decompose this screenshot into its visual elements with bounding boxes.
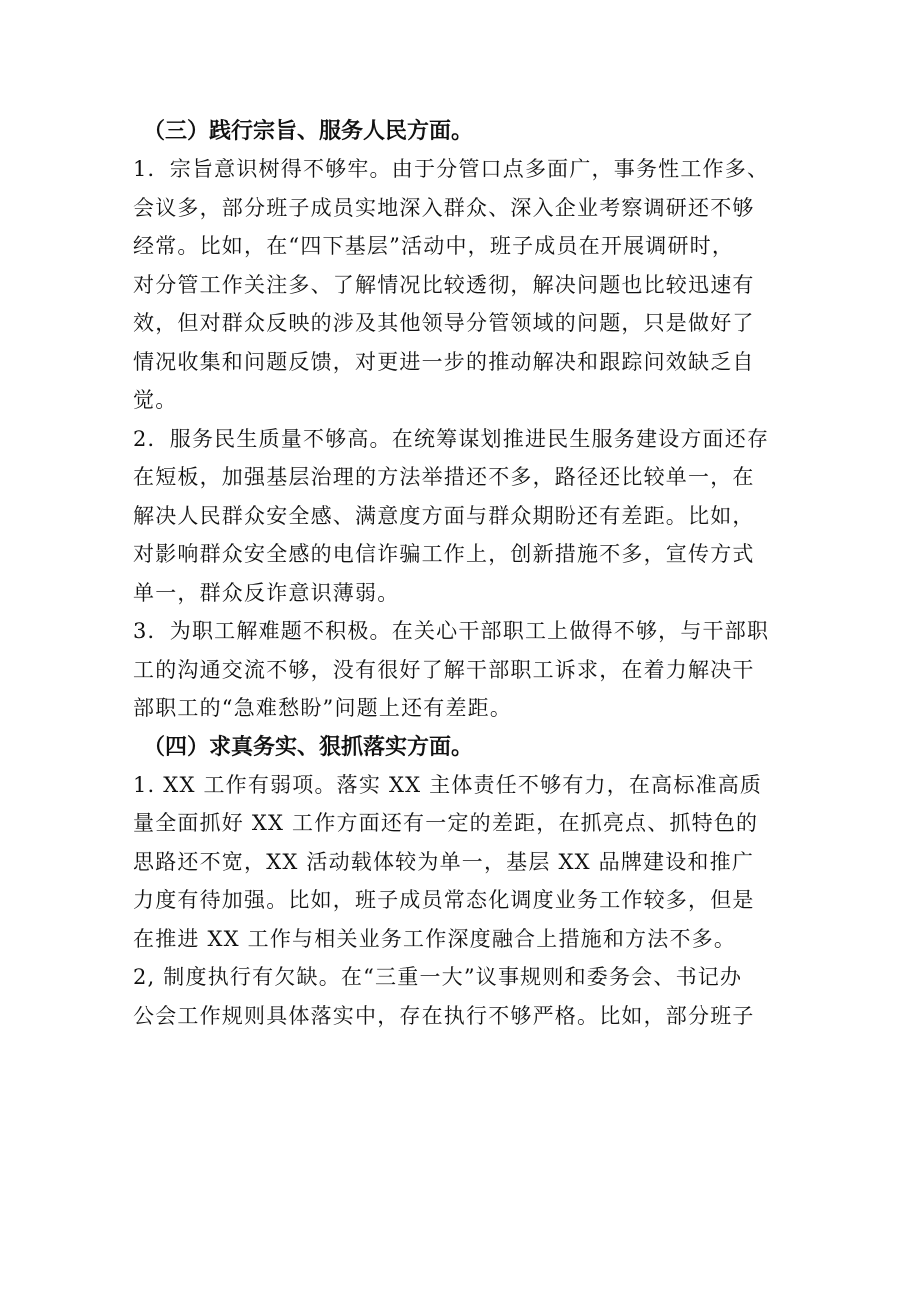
text-line: 力度有待加强。比如，班子成员常态化调度业务工作较多，但是 [133, 888, 755, 912]
text-line: 觉。 [133, 388, 178, 412]
text-line: 2, 制度执行有欠缺。在“三重一大”议事规则和委务会、书记办 [133, 965, 743, 989]
text-line: 在短板，加强基层治理的方法举措还不多，路径还比较单一，在 [133, 465, 755, 489]
text-line: 量全面抓好 XX 工作方面还有一定的差距，在抓亮点、抓特色的 [133, 811, 759, 835]
text-line: 情况收集和问题反馈，对更进一步的推动解决和跟踪问效缺乏自 [133, 349, 755, 374]
paragraph-3-1 [133, 150, 793, 420]
paragraph-4-1 [133, 766, 793, 959]
text-line: 3．为职工解难题不积极。在关心干部职工上做得不够，与干部职 [133, 619, 770, 643]
text-line: 对影响群众安全感的电信诈骗工作上，创新措施不多，宣传方式 [133, 542, 755, 566]
section-4-heading: （四）求真务实、狠抓落实方面。 [143, 733, 474, 760]
paragraph-3-3 [133, 612, 793, 728]
paragraph-4-2 [133, 958, 793, 1035]
text-line: 效，但对群众反映的涉及其他领导分管领域的问题，只是做好了 [133, 311, 755, 335]
document-body [133, 112, 793, 1035]
text-line: 对分管工作关注多、了解情况比较透彻，解决问题也比较迅速有 [133, 272, 755, 297]
text-line: 公会工作规则具体落实中，存在执行不够严格。比如，部分班子 [133, 1003, 755, 1028]
text-line: 工的沟通交流不够，没有很好了解干部职工诉求，在着力解决干 [133, 657, 755, 682]
text-line: 1．宗旨意识树得不够牢。由于分管口点多面广，事务性工作多、 [133, 157, 770, 181]
text-line: 在推进 XX 工作与相关业务工作深度融合上措施和方法不多。 [133, 926, 737, 951]
text-line: 1. XX 工作有弱项。落实 XX 主体责任不够有力，在高标准高质 [133, 772, 763, 797]
paragraph-3-2 [133, 420, 793, 613]
text-line: 部职工的“急难愁盼”问题上还有差距。 [133, 696, 513, 720]
text-line: 经常。比如，在“四下基层”活动中，班子成员在开展调研时， [133, 234, 735, 258]
section-3-heading: （三）践行宗旨、服务人民方面。 [143, 118, 474, 144]
text-line: 2．服务民生质量不够高。在统筹谋划推进民生服务建设方面还存 [133, 426, 770, 451]
text-line: 解决人民群众安全感、满意度方面与群众期盼还有差距。比如， [133, 503, 755, 528]
text-line: 会议多，部分班子成员实地深入群众、深入企业考察调研还不够 [133, 195, 755, 220]
text-line: 单一，群众反诈意识薄弱。 [133, 580, 400, 605]
text-line: 思路还不宽，XX 活动载体较为单一，基层 XX 品牌建设和推广 [133, 849, 755, 874]
